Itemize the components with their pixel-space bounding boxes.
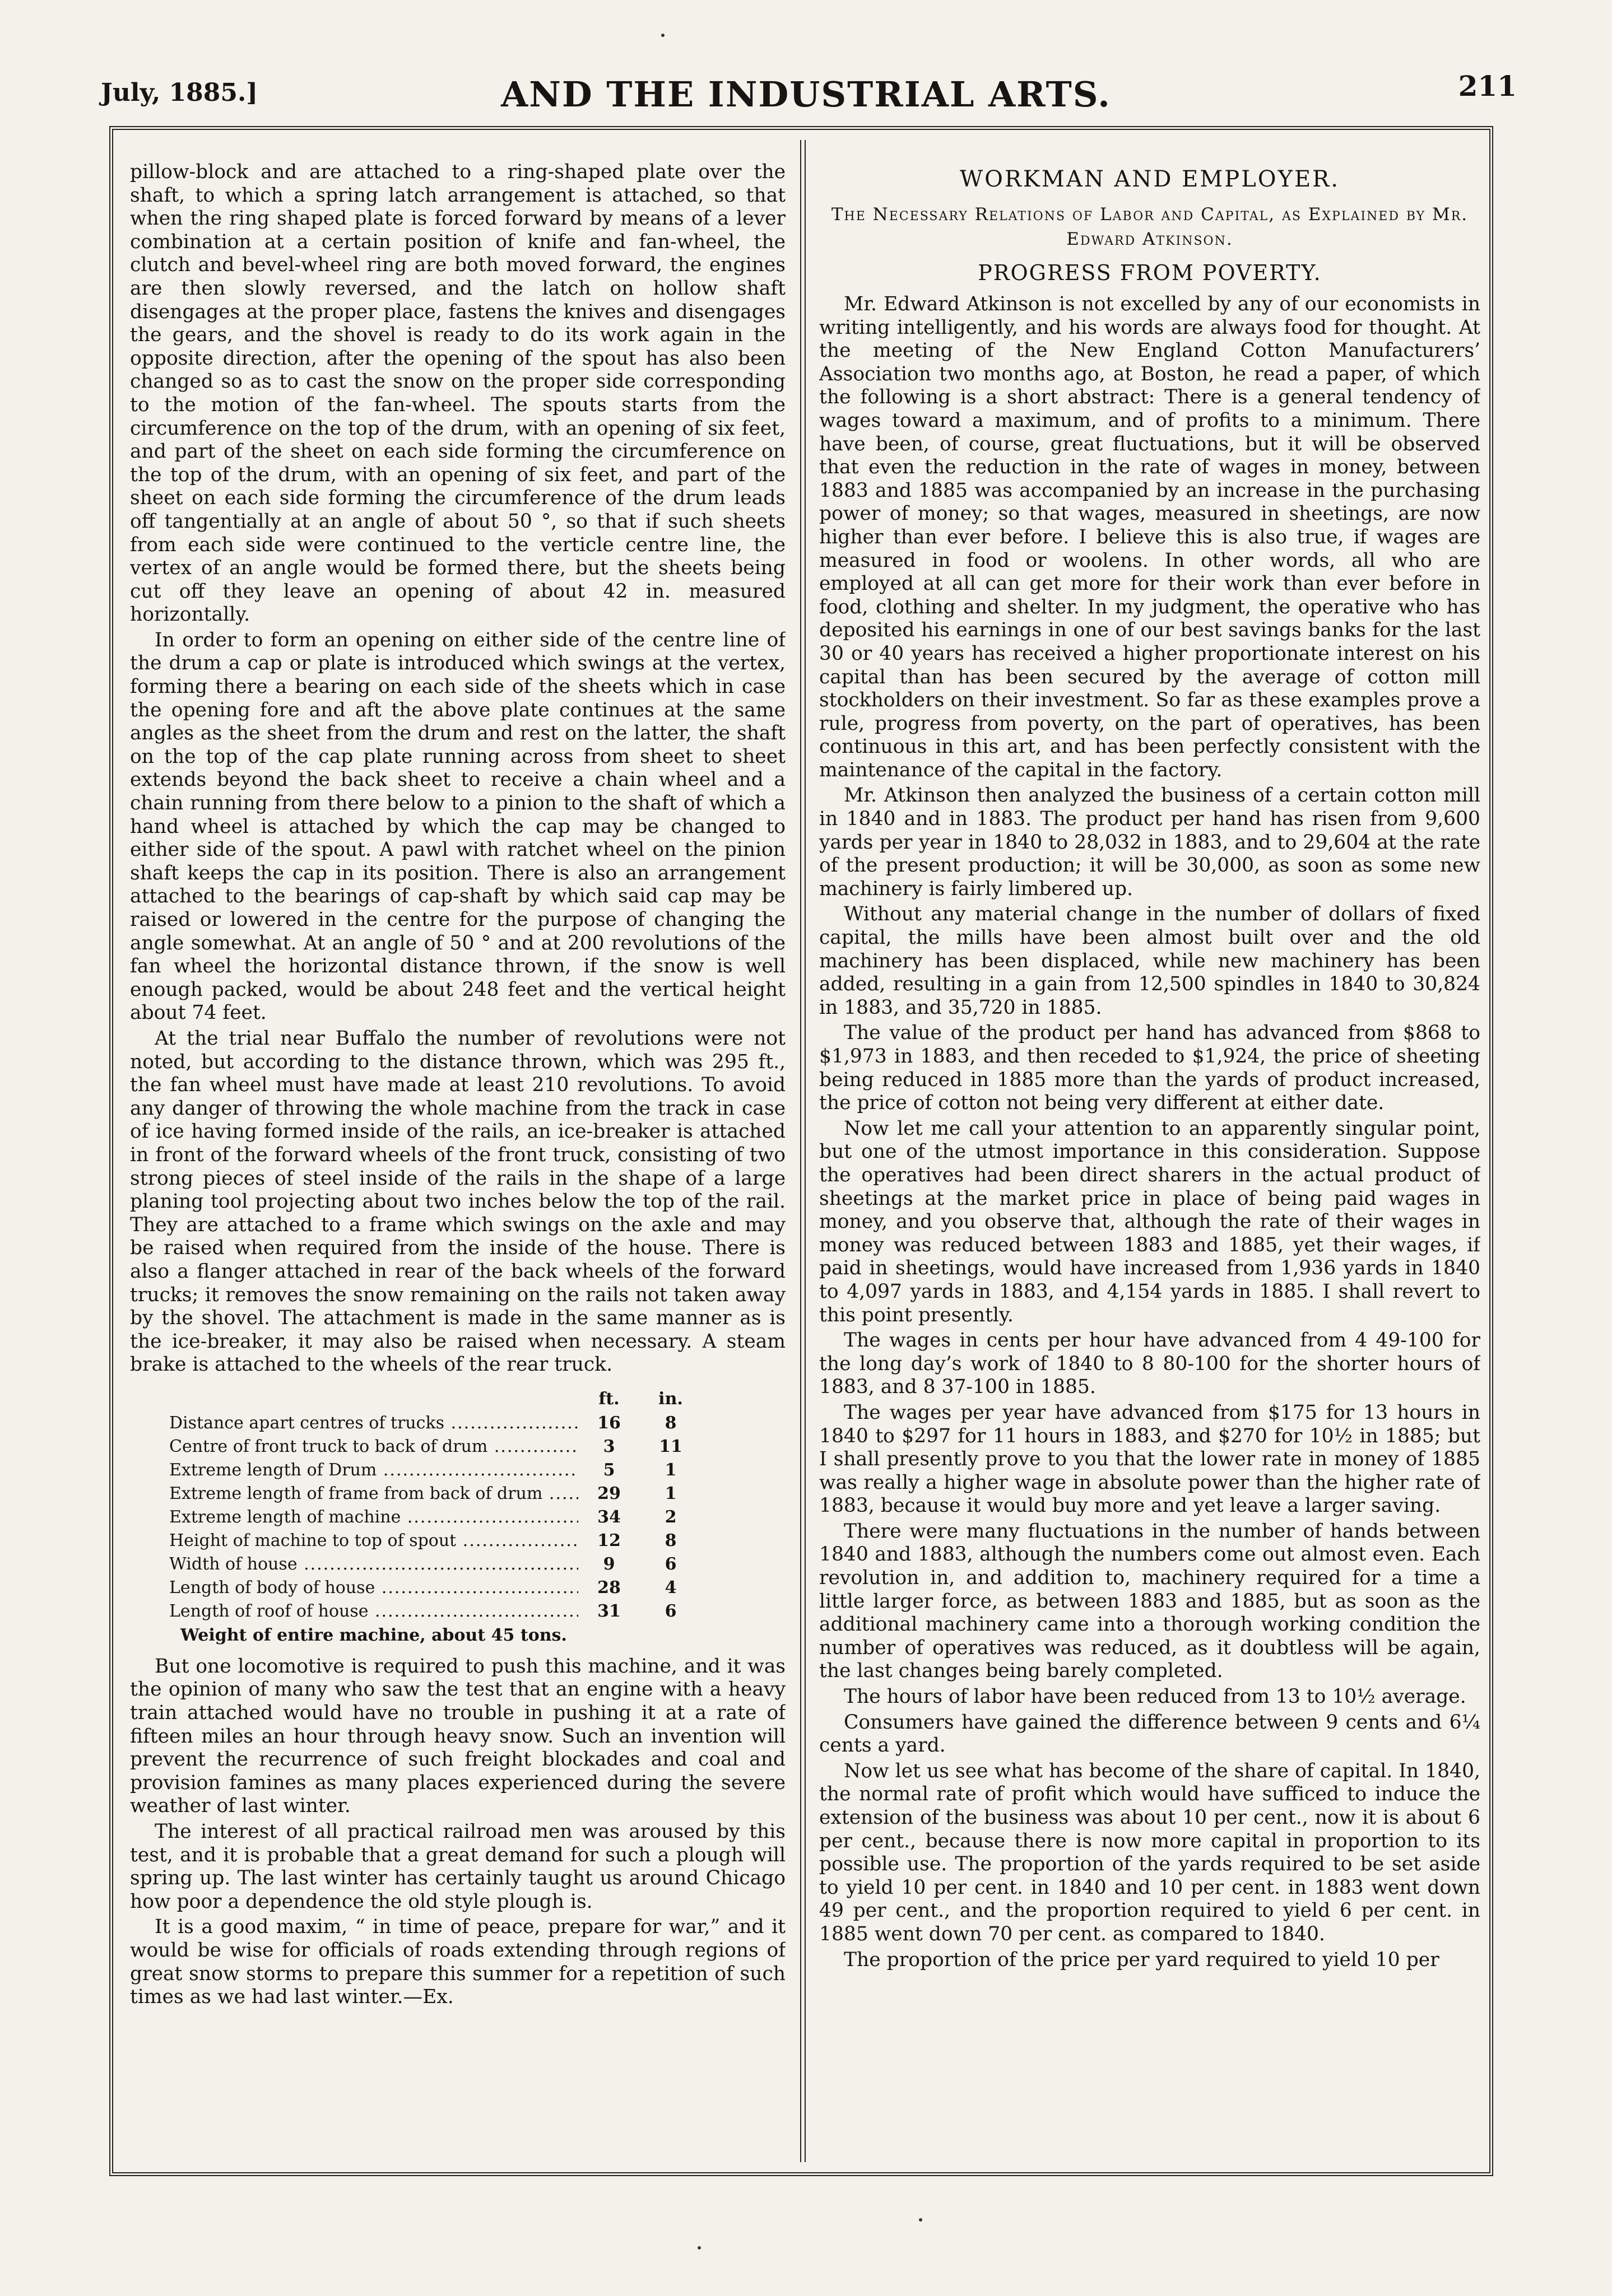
- table-header: [169, 1387, 702, 1412]
- table-row: [169, 1435, 702, 1459]
- row-label: Extreme length of machine .....: [169, 1506, 578, 1529]
- right-paragraph: Consumers have gained the difference between 9 cents and 6¼ cents a yard.: [819, 1711, 1480, 1757]
- table-row: [169, 1529, 702, 1553]
- right-paragraph: There were many fluctuations in the number of hands between 1840 and 1883, although the numbers come out almost even. Each revolution in, and addition to, machinery required for a time a little larger force, as between 1883 and 1885, but as soon as the additional machinery came into a thorough working condition the number of operatives was reduced, as it doubtless will be again, the last changes being barely completed.: [819, 1520, 1480, 1683]
- running-header: [84, 62, 1528, 115]
- dimensions-table: [169, 1387, 702, 1645]
- row-ft: 9: [603, 1554, 615, 1574]
- row-ft: 28: [597, 1577, 621, 1598]
- article-subtitle: The Necessary Relations of Labor and Capital, as Explained by Mr. Edward Atkinson.: [831, 204, 1469, 249]
- row-in: 11: [659, 1436, 682, 1456]
- table-row: [169, 1482, 702, 1506]
- row-ft: 29: [597, 1483, 621, 1503]
- row-in: 4: [665, 1577, 677, 1598]
- header-in: in.: [658, 1389, 683, 1409]
- row-label: Distance apart centres of trucks .....: [169, 1412, 578, 1435]
- print-speck: [919, 2218, 922, 2222]
- page-border: [109, 126, 1493, 2176]
- left-paragraph: pillow-block and are attached to a ring-shaped plate over the shaft, to which a spring latch arrangement is attached, so that when the ring shaped plate is forced forward by means of a lever combination at a certain position of knife and fan-wheel, the clutch and bevel-wheel ring are both moved forward, the engines are then slowly reversed, and the latch on hollow shaft disengages at the proper place, fastens the knives and disengages the gears, and the shovel is ready to do its work again in the opposite direction, after the opening of the spout has also been changed so as to cast the snow on the proper side corresponding to the motion of the fan-wheel. The spouts starts from the circumference on the top of the drum, with an opening of six feet, and part of the sheet on each side forming the circumference on the top of the drum, with an opening of six feet, and part of the sheet on each side forming the circumference of the drum leads off tangentially at an angle of about 50 °, so that if such sheets from each side were continued to the verticle centre line, the vertex of an angle would be formed there, but the sheets being cut off they leave an opening of about 42 in. measured horizontally.: [130, 161, 786, 626]
- header-ft: ft.: [598, 1389, 620, 1409]
- print-speck: [661, 34, 665, 37]
- row-in: 1: [665, 1483, 677, 1503]
- issue-date: July, 1885.]: [101, 78, 258, 107]
- print-speck: [698, 2246, 701, 2250]
- right-paragraph: Now let us see what has become of the share of capital. In 1840, the normal rate of profit which would have sufficed to induce the extension of the business was about 10 per cent., now it is about 6 per cent., because there is now more capital in proportion to its possible use. The proportion of the yards required to be set aside to yield 10 per cent. in 1840 and 10 per cent. in 1883 went down 49 per cent., and the proportion required to yield 6 per cent. in 1885 went down 70 per cent. as compared to 1840.: [819, 1759, 1480, 1945]
- row-in: 2: [665, 1507, 677, 1527]
- left-paragraph: The interest of all practical railroad men was aroused by this test, and it is probable that a great demand for such a plough will spring up. The last winter has certainly taught us around Chicago how poor a dependence the old style plough is.: [130, 1820, 786, 1913]
- right-paragraph: Mr. Atkinson then analyzed the business of a certain cotton mill in 1840 and in 1883. The product per hand has risen from 9,600 yards per year in 1840 to 28,032 in 1883, and to 29,604 at the rate of the present production; it will be 30,000, as soon as some new machinery is fairly limbered up.: [819, 784, 1480, 900]
- table-row: [169, 1412, 702, 1435]
- row-ft: 16: [597, 1413, 621, 1433]
- table-row: [169, 1553, 702, 1576]
- row-label: Centre of front truck to back of drum .....: [169, 1435, 578, 1459]
- right-paragraph: The value of the product per hand has advanced from $868 to $1,973 in 1883, and then receded to $1,924, the price of sheeting being reduced in 1885 more than the yards of product increased, the price of cotton not being very different at either date.: [819, 1022, 1480, 1115]
- row-label: Extreme length of frame from back of drum .....: [169, 1482, 578, 1506]
- table-row: [169, 1459, 702, 1482]
- left-paragraph: In order to form an opening on either side of the centre line of the drum a cap or plate is introduced which swings at the vertex, forming there a bearing on each side of the sheets which in case the opening fore and aft the above plate continues at the same angles as the sheet from the drum and rest on the latter, the shaft on the top of the cap plate running across from sheet to sheet extends beyond the back sheet to receive a chain wheel and a chain running from there below to a pinion to the shaft of which a hand wheel is attached by which the cap may be changed to either side of the spout. A pawl with ratchet wheel on the pinion shaft keeps the cap in its position. There is also an arrangement attached to the bearings of cap-shaft by which said cap may be raised or lowered in the centre for the purpose of changing the angle somewhat. At an angle of 50 ° and at 200 revolutions of the fan wheel the horizontal distance thrown, if the snow is well enough packed, would be about 248 feet and the vertical height about 74 feet.: [130, 628, 786, 1024]
- row-label: Width of house .....: [169, 1553, 578, 1576]
- row-label: Height of machine to top of spout .....: [169, 1529, 578, 1553]
- right-paragraph: Mr. Edward Atkinson is not excelled by any of our economists in writing intelligently, and his words are always food for thought. At the meeting of the New England Cotton Manufacturers’ Association two months ago, at Boston, he read a paper, of which the following is a short abstract: There is a general tendency of wages toward a maximum, and of profits to a minimum. There have been, of course, great fluctuations, but it will be observed that even the reduction in the rate of wages in money, between 1883 and 1885 was accompanied by an increase in the purchasing power of money; so that wages, measured in sheetings, are now higher than ever before. I believe this is also true, if wages are measured in food or woolens. In other words, all who are employed at all can get more for their work than ever before in food, clothing and shelter. In my judgment, the operative who has deposited his earnings in one of our best savings banks for the last 30 or 40 years has received a higher proportionate interest on his capital than has been secured by the average of cotton mill stockholders on their investment. So far as these examples prove a rule, progress from poverty, on the part of operatives, has been continuous in this art, and has been perfectly consistent with the maintenance of the capital in the factory.: [819, 293, 1480, 781]
- row-ft: 12: [597, 1530, 621, 1550]
- row-label: Length of roof of house .....: [169, 1600, 578, 1623]
- left-paragraph: At the trial near Buffalo the number of revolutions were not noted, but according to the distance thrown, which was 295 ft., the fan wheel must have made at least 210 revolutions. To avoid any danger of throwing the whole machine from the track in case of ice having formed inside of the rails, an ice-breaker is attached in front of the forward wheels of the front truck, consisting of two strong pieces of steel inside of the rails in the shape of a large planing tool projecting about two inches below the top of the rail. They are attached to a frame which swings on the axle and may be raised when required from the inside of the house. There is also a flanger attached in rear of the back wheels of the forward trucks; it removes the snow remaining on the rails not taken away by the shovel. The attachment is made in the same manner as is the ice-breaker, it may also be raised when necessary. A steam brake is attached to the wheels of the rear truck.: [130, 1027, 786, 1376]
- row-ft: 5: [603, 1460, 615, 1480]
- row-label: Extreme length of Drum .....: [169, 1459, 578, 1482]
- table-note: Weight of entire machine, about 45 tons.: [180, 1625, 567, 1645]
- journal-title: AND THE INDUSTRIAL ARTS.: [501, 74, 1111, 115]
- table-row: [169, 1600, 702, 1623]
- row-in: 8: [665, 1413, 677, 1433]
- left-column: [130, 161, 786, 2150]
- right-paragraph: Without any material change in the number of dollars of fixed capital, the mills have been almost built over and the old machinery has been displaced, while new machinery has been added, resulting in a gain from 12,500 spindles in 1840 to 30,824 in 1883, and 35,720 in 1885.: [819, 903, 1480, 1019]
- right-paragraph: The proportion of the price per yard required to yield 10 per: [844, 1948, 1439, 1971]
- row-in: 6: [665, 1554, 677, 1574]
- article-title: WORKMAN AND EMPLOYER.: [960, 166, 1340, 192]
- row-in: 1: [665, 1460, 677, 1480]
- table-row: [169, 1576, 702, 1600]
- left-paragraph: But one locomotive is required to push this machine, and it was the opinion of many who saw the test that an engine with a heavy train attached would have no trouble in pushing it at a rate of fifteen miles an hour through heavy snow. Such an invention will prevent the recurrence of such freight blockades and coal and provision famines as many places experienced during the severe weather of last winter.: [130, 1655, 786, 1818]
- section-heading: PROGRESS FROM POVERTY.: [978, 260, 1322, 285]
- page-number: 211: [1458, 69, 1517, 103]
- row-ft: 34: [597, 1507, 621, 1527]
- right-paragraph: The wages in cents per hour have advanced from 4 49-100 for the long day’s work of 1840 to 8 80-100 for the shorter hours of 1883, and 8 37-100 in 1885.: [819, 1329, 1480, 1399]
- right-column: [819, 161, 1480, 2150]
- table-row: [169, 1506, 702, 1529]
- left-paragraph: It is a good maxim, “ in time of peace, prepare for war,” and it would be wise for officials of roads extending through regions of great snow storms to prepare this summer for a repetition of such times as we had last winter.—Ex.: [130, 1916, 786, 2009]
- row-ft: 3: [603, 1436, 615, 1456]
- column-rule: [800, 140, 806, 2162]
- right-paragraph: The wages per year have advanced from $175 for 13 hours in 1840 to $297 for 11 hours in 1883, and $270 for 10½ in 1885; but I shall presently prove to you that the lower rate in money of 1885 was really a higher wage in absolute power than the higher rate of 1883, because it would buy more and yet leave a larger saving.: [819, 1401, 1480, 1517]
- row-ft: 31: [597, 1601, 621, 1621]
- right-paragraph: Now let me call your attention to an apparently singular point, but one of the utmost importance in this consideration. Suppose the operatives had been direct sharers in the actual product of sheetings at the market price in place of being paid wages in money, and you observe that, although the rate of their wages in money was reduced between 1883 and 1885, yet their wages, if paid in sheetings, would have increased from 1,936 yards in 1840 to 4,097 yards in 1883, and 4,154 yards in 1885. I shall revert to this point presently.: [819, 1117, 1480, 1326]
- row-in: 6: [665, 1601, 677, 1621]
- row-in: 8: [665, 1530, 677, 1550]
- right-paragraph: The hours of labor have been reduced from 13 to 10½ average.: [844, 1685, 1466, 1708]
- row-label: Length of body of house .....: [169, 1576, 578, 1600]
